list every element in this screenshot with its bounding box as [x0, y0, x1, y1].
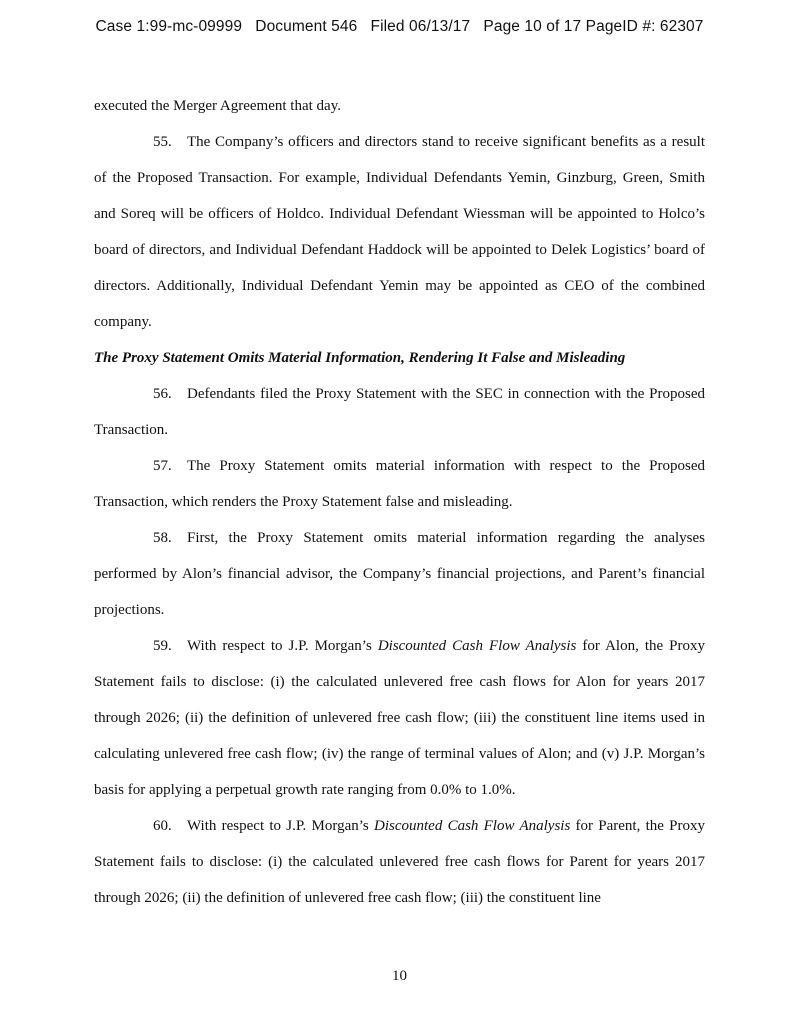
paragraph-text: First, the Proxy Statement omits material information regarding the analyses performed by Alon’s financial advisor, the Company’s financial projections, and Parent’s financial projections. [94, 530, 705, 618]
paragraph-58 [94, 520, 705, 628]
paragraph-55 [94, 124, 705, 340]
analysis-title: Discounted Cash Flow Analysis [374, 818, 571, 834]
paragraph-text: The Company’s officers and directors stand to receive significant benefits as a result of the Proposed Transaction. For example, Individual Defendants Yemin, Ginzburg, Green, Smith and Soreq will be officers of Holdco. Individual Defendant Wiessman will be appointed to Holco’s board of directors, and Individual Defendant Haddock will be appointed to Delek Logistics’ board of directors. Additionally, Individual Defendant Yemin may be appointed as CEO of the combined company. [94, 134, 705, 330]
paragraph-text: With respect to J.P. Morgan’s [187, 638, 378, 654]
page-indicator: Page 10 of 17 [483, 18, 582, 35]
page-number: 10 [392, 968, 407, 984]
paragraph-number: 57. [153, 458, 172, 474]
case-number: Case 1:99-mc-09999 [95, 18, 243, 35]
paragraph-number: 58. [153, 530, 172, 546]
paragraph-57 [94, 448, 705, 520]
page-id: PageID #: 62307 [585, 18, 704, 35]
paragraph-60 [94, 808, 705, 916]
paragraph-text: The Proxy Statement omits material information with respect to the Proposed Transaction, which renders the Proxy Statement false and misleading. [94, 458, 705, 510]
paragraph-number: 60. [153, 818, 172, 834]
analysis-title: Discounted Cash Flow Analysis [377, 638, 577, 654]
intro-text: executed the Merger Agreement that day. [94, 98, 341, 114]
paragraph-number: 59. [153, 638, 172, 654]
paragraph-number: 56. [153, 386, 172, 402]
paragraph-text: With respect to J.P. Morgan’s [187, 818, 374, 834]
paragraph-text: for Alon, the Proxy Statement fails to disclose: (i) the calculated unlevered free cash flows for Alon for years 2017 through 2026; (ii) the definition of unlevered free cash flow; (iii) the constituent line items used in calculating unlevered free cash flow; (iv) the range of terminal values of Alon; and (v) J.P. Morgan’s basis for applying a perpetual growth rate ranging from 0.0% to 1.0%. [94, 638, 705, 798]
paragraph-number: 55. [153, 134, 172, 150]
document-body [94, 88, 705, 916]
paragraph-text: Defendants filed the Proxy Statement with the SEC in connection with the Proposed Transaction. [94, 386, 705, 438]
paragraph-56 [94, 376, 705, 448]
document-number: Document 546 [255, 18, 358, 35]
filed-date: Filed 06/13/17 [370, 18, 471, 35]
case-header [0, 18, 799, 36]
paragraph-59 [94, 628, 705, 808]
paragraph-text: for Parent, the Proxy Statement fails to disclose: (i) the calculated unlevered free cash flows for Parent for years 2017 through 2026; (ii) the definition of unlevered free cash flow; (iii) the constituent line [94, 818, 705, 906]
section-heading: The Proxy Statement Omits Material Information, Rendering It False and Misleading [94, 350, 626, 366]
